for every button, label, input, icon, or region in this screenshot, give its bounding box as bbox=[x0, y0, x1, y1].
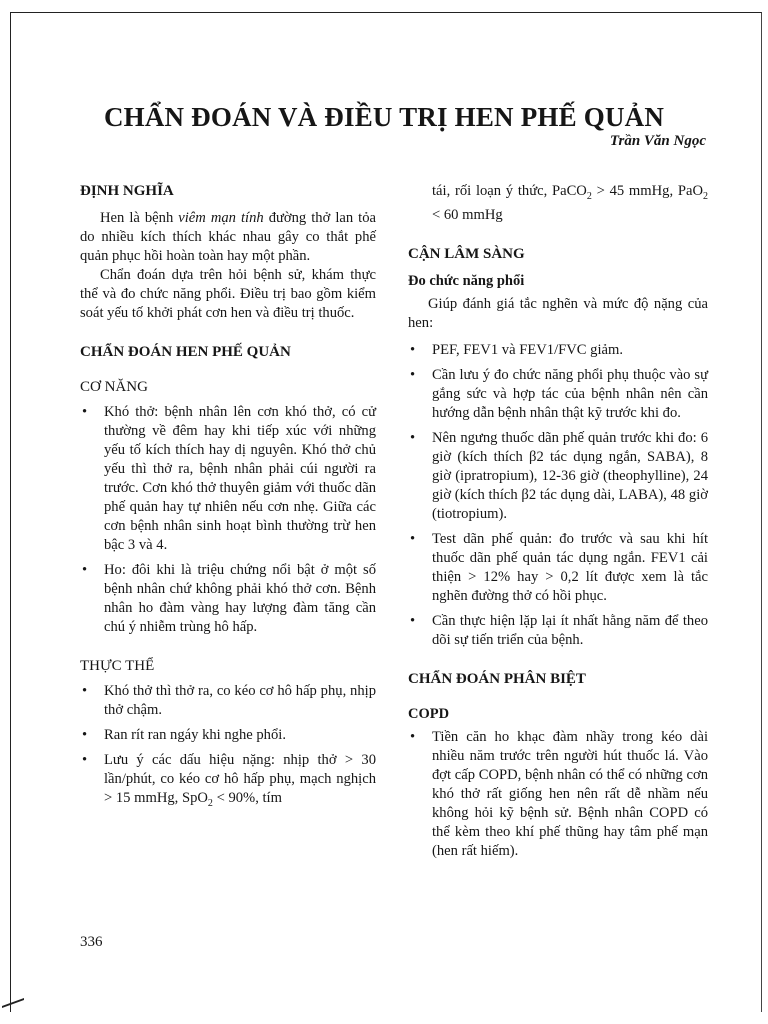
diagnosis-overview-paragraph: Chẩn đoán dựa trên hỏi bệnh sử, khám thực thể và đo chức năng phổi. Điều trị bao gồm kiểm soát yếu tố khởi phát cơn hen và điều trị thuốc. bbox=[80, 267, 376, 321]
list-item: • Ran rít ran ngáy khi nghe phổi. bbox=[80, 726, 376, 745]
list-item: • Test dãn phế quản: đo trước và sau khi hít thuốc dãn phế quản tác dụng ngắn. FEV1 cải thiện > 12% hay > 0,2 lít được xem là tắc nghẽn đường thở có hồi phục. bbox=[408, 530, 708, 606]
lung-function-list bbox=[408, 341, 708, 650]
text-run: < 60 mmHg bbox=[432, 206, 503, 223]
lung-function-intro: Giúp đánh giá tắc nghẽn và mức độ nặng của hen: bbox=[408, 295, 708, 331]
text-run: Hen là bệnh bbox=[100, 210, 179, 226]
section-heading-definition: ĐỊNH NGHĨA bbox=[80, 183, 174, 199]
section-heading-asthma-diagnosis: CHẨN ĐOÁN HEN PHẾ QUẢN bbox=[80, 344, 291, 360]
list-item: • Cần lưu ý đo chức năng phổi phụ thuộc vào sự gắng sức và hợp tác của bệnh nhân nên cần hướng dẫn bệnh nhân thật kỹ trước khi đo. bbox=[408, 366, 708, 423]
section-heading-lab-tests: CẬN LÂM SÀNG bbox=[408, 245, 525, 262]
list-item: • PEF, FEV1 và FEV1/FVC giảm. bbox=[408, 341, 708, 360]
text-run: < 90%, tím bbox=[212, 790, 282, 806]
list-item: • Ho: đôi khi là triệu chứng nổi bật ở một số bệnh nhân chứ không phải khó thở cơn. Bệnh nhân ho đàm vàng hay lượng đàm tăng cần chú ý nhiễm trùng hô hấp. bbox=[80, 561, 376, 637]
subheading-physical-exam: THỰC THỂ bbox=[80, 658, 155, 674]
continued-text bbox=[408, 182, 708, 225]
definition-paragraph bbox=[80, 209, 376, 266]
page-number: 336 bbox=[80, 934, 103, 950]
section-heading-differential: CHẨN ĐOÁN PHÂN BIỆT bbox=[408, 670, 586, 687]
subscript: 2 bbox=[207, 797, 213, 809]
author-name: Trần Văn Ngọc bbox=[609, 133, 706, 149]
emphasis-text: viêm mạn tính bbox=[178, 210, 264, 226]
text-run: đường thở lan tỏa do nhiều kích thích khác nhau gây co thắt phế quản phục hồi hoàn toàn hay một phần. bbox=[80, 210, 376, 264]
list-item bbox=[80, 751, 376, 813]
physical-exam-list bbox=[80, 682, 376, 813]
list-item: • Khó thở: bệnh nhân lên cơn khó thở, có cử thường về đêm hay khi tiếp xúc với những yếu tố kích thích hay dị nguyên. Khó thở chủ yếu thì thở ra, bệnh nhân phải cúi người ra trước. Cơn khó thở thuyên giảm với thuốc dãn phế quản hay tự nhiên nếu cơn nhẹ. Giữa các cơn bệnh nhân sinh hoạt bình thường trừ hen bậc 3 và 4. bbox=[80, 403, 376, 555]
symptoms-list bbox=[80, 403, 376, 637]
subscript: 2 bbox=[586, 190, 592, 202]
subheading-symptoms: CƠ NĂNG bbox=[80, 379, 148, 395]
text-run: > 45 mmHg, PaO bbox=[591, 183, 703, 199]
right-column bbox=[408, 182, 708, 867]
list-item: • Nên ngưng thuốc dãn phế quản trước khi đo: 6 giờ (kích thích β2 tác dụng ngắn, SABA), 8 giờ (ipratropium), 12-36 giờ (theophylline), 24 giờ (kích thích β2 tác dụng dài, LABA), 48 giờ (tiotropium). bbox=[408, 429, 708, 524]
text-run: Lưu ý các dấu hiệu nặng: nhịp thở > 30 lần/phút, co kéo cơ hô hấp phụ, mạch nghịch > 15 mmHg, SpO bbox=[104, 752, 376, 806]
subscript: 2 bbox=[703, 190, 708, 202]
list-item: • Khó thở thì thở ra, co kéo cơ hô hấp phụ, nhịp thở chậm. bbox=[80, 682, 376, 720]
copd-list bbox=[408, 728, 708, 861]
list-item: • Cần thực hiện lặp lại ít nhất hằng năm để theo dõi sự tiến triển của bệnh. bbox=[408, 612, 708, 650]
document-title: CHẨN ĐOÁN VÀ ĐIỀU TRỊ HEN PHẾ QUẢN bbox=[103, 102, 665, 132]
subheading-copd: COPD bbox=[408, 705, 450, 722]
list-item: • Tiền căn ho khạc đàm nhầy trong kéo dài nhiều năm trước trên người hút thuốc lá. Vào đợt cấp COPD, bệnh nhân có thể có những cơn khó thở rất giống hen nên rất dễ nhầm nếu không hỏi kỹ bệnh sử. Bệnh nhân COPD có thể kèm theo khí phế thũng hay tâm phế mạn (hen rất hiếm). bbox=[408, 728, 708, 861]
text-run: tái, rối loạn ý thức, PaCO bbox=[432, 183, 587, 199]
subheading-lung-function: Đo chức năng phổi bbox=[408, 272, 525, 289]
left-column bbox=[80, 182, 376, 819]
